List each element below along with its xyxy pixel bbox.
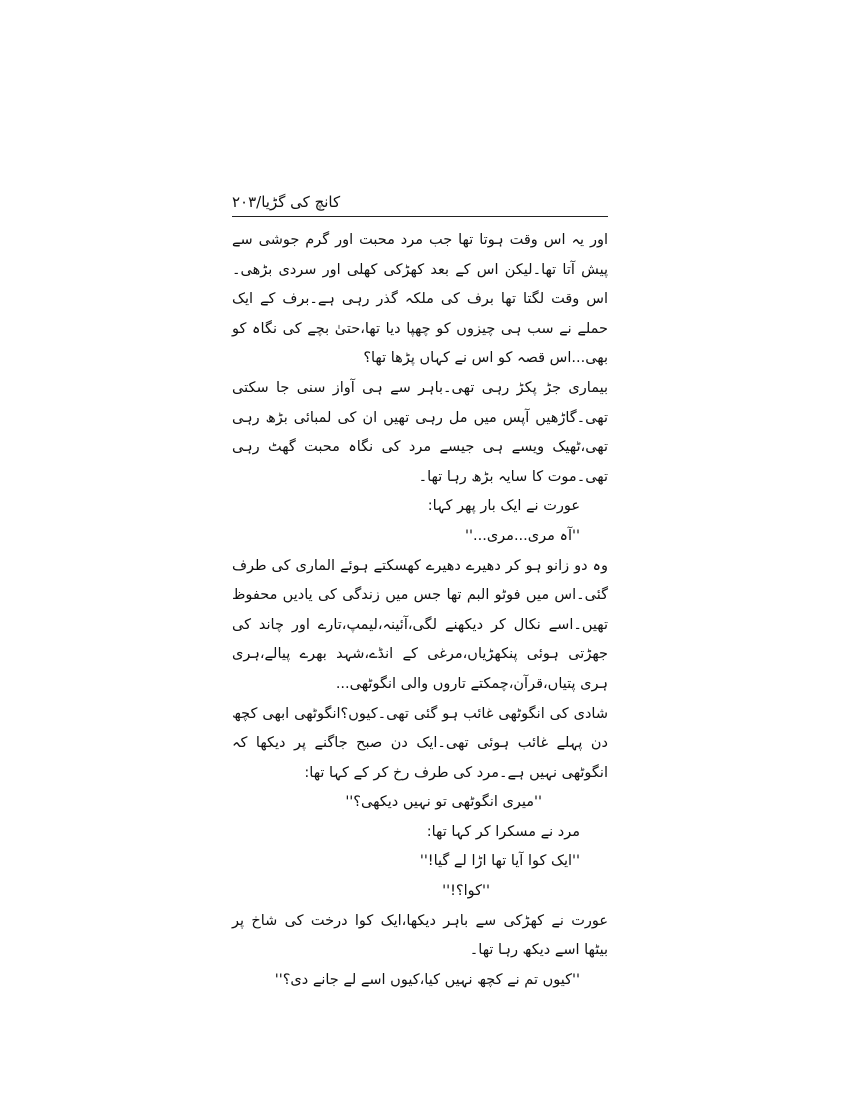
page-body [232, 226, 608, 995]
paragraph-2: بیماری جڑ پکڑ رہی تھی۔باہر سے ہی آواز سنی جا سکتی تھی۔گاڑھیں آپس میں مل رہی تھیں ان کی لمبائی بڑھ رہی تھی،ٹھیک ویسے ہی جیسے مرد کی نگاہ محبت گھٹ رہی تھی۔موت کا سایہ بڑھ رہا تھا۔ [232, 379, 608, 485]
dialogue-line: ''میری انگوٹھی تو نہیں دیکھی؟'' [345, 794, 542, 811]
dialogue-line: ''کیوں تم نے کچھ نہیں کیا،کیوں اسے لے جانے دی؟'' [274, 971, 580, 988]
dialogue-line: ''کوا؟!'' [442, 883, 490, 900]
paragraph-4: شادی کی انگوٹھی غائب ہو گئی تھی۔کیوں؟انگوٹھی ابھی کچھ دن پہلے غائب ہوئی تھی۔ایک دن صبح جاگنے پر دیکھا کہ انگوٹھی نہیں ہے۔مرد کی طرف رخ کر کے کہا تھا: [232, 705, 608, 781]
paragraph-3: وہ دو زانو ہو کر دھیرے دھیرے کھسکتے ہوئے الماری کی طرف گئی۔اس میں فوٹو البم تھا جس میں زندگی کی یادیں محفوظ تھیں۔اسے نکال کر دیکھنے لگی،آئینہ،لیمپ،تارے اور چاند کی جھڑتی ہوئی پنکھڑیاں،مرغی کے انڈے،شہد بھرے پیالے،ہری ہری پتیاں،قرآن،چمکتے تاروں والی انگوٹھی... [232, 557, 608, 692]
paragraph-5: عورت نے کھڑکی سے باہر دیکھا،ایک کوا درخت کی شاخ پر بیٹھا اسے دیکھ رہا تھا۔ [232, 912, 608, 959]
header-divider [232, 216, 608, 217]
running-title: کانچ کی گڑیا/۲۰۳ [232, 193, 341, 211]
page-header [232, 190, 608, 214]
dialogue-line: ''ایک کوا آیا تھا اڑا لے گیا!'' [419, 853, 580, 870]
dialogue-line: مرد نے مسکرا کر کہا تھا: [426, 823, 580, 840]
dialogue-line: عورت نے ایک بار پھر کہا: [427, 498, 580, 515]
paragraph-1: اور یہ اس وقت ہوتا تھا جب مرد محبت اور گرم جوشی سے پیش آتا تھا۔لیکن اس کے بعد کھڑکی کھلی اور سردی بڑھی۔اس وقت لگتا تھا برف کی ملکہ گذر رہی ہے۔برف کے ایک حملے نے سب ہی چیزوں کو چھپا دیا تھا،حتیٰ بچے کی نگاہ کو بھی...اس قصہ کو اس نے کہاں پڑھا تھا؟ [232, 232, 608, 367]
dialogue-line: ''آہ مری...مری...'' [465, 527, 580, 544]
